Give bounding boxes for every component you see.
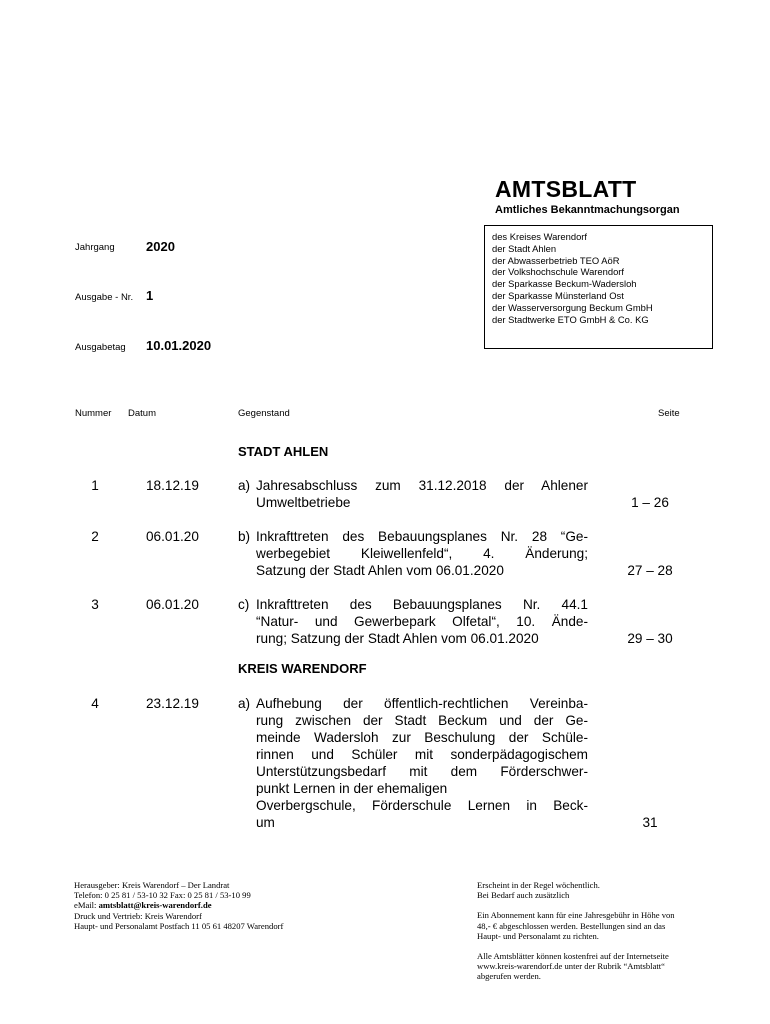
entry-line: Satzung der Stadt Ahlen vom 06.01.2020 (256, 563, 504, 578)
entry-line: “Natur- und Gewerbepark Olfetal“, 10. Ände- (256, 614, 588, 629)
entry-description (238, 695, 588, 831)
entry-line: Overbergschule, Förderschule Lernen in Beck- (256, 798, 588, 813)
entry-line: um (256, 815, 275, 830)
footer-online: abgerufen werden. (477, 971, 541, 982)
column-header-nummer: Nummer (75, 408, 112, 419)
entry-number: 1 (91, 478, 99, 493)
entry-line: Unterstützungsbedarf mit dem Förderschwer- (256, 764, 588, 779)
entry-line: Aufhebung der öffentlich-rechtlichen Vereinba- (256, 696, 588, 711)
entry-line: rung zwischen der Stadt Beckum und der Ge- (256, 713, 588, 728)
document-subtitle: Amtliches Bekanntmachungsorgan (495, 204, 680, 216)
footer-online: www.kreis-warendorf.de unter der Rubrik “Amtsblatt“ (477, 961, 665, 972)
jahrgang-value: 2020 (146, 239, 175, 254)
entry-date: 06.01.20 (146, 597, 199, 612)
entry-number: 4 (91, 696, 99, 711)
footer-email-line (74, 900, 394, 910)
footer-publisher: Herausgeber: Kreis Warendorf – Der Landrat (74, 880, 230, 890)
entry-letter: b) (238, 529, 251, 544)
entry-number: 2 (91, 529, 99, 544)
publisher-item: der Wasserversorgung Beckum GmbH (492, 301, 653, 313)
footer-address: Haupt- und Personalamt Postfach 11 05 61 48207 Warendorf (74, 920, 284, 931)
publisher-item: der Stadtwerke ETO GmbH & Co. KG (492, 313, 649, 325)
footer-email-label: eMail: (74, 900, 99, 911)
entry-line: rinnen und Schüler mit sonderpädagogischem (256, 747, 588, 762)
column-header-datum: Datum (128, 408, 156, 419)
entry-line: meinde Wadersloh zur Beschulung der Schüle- (256, 730, 588, 745)
publisher-item: der Sparkasse Beckum-Wadersloh (492, 278, 637, 290)
footer-subscription: Ein Abonnement kann für eine Jahresgebühr in Höhe von (477, 910, 675, 921)
entry-page: 31 (642, 815, 658, 830)
ausgabetag-value: 10.01.2020 (146, 338, 212, 353)
entry-number: 3 (91, 597, 99, 612)
entry-date: 23.12.19 (146, 696, 199, 711)
column-header-seite: Seite (658, 408, 680, 419)
footer-imprint (74, 880, 394, 931)
section-title: KREIS WARENDORF (238, 661, 367, 676)
entry-page: 1 – 26 (631, 495, 669, 510)
entry-line: werbegebiet Kleiwellenfeld“, 4. Änderung; (256, 546, 588, 561)
entry-page: 27 – 28 (627, 563, 673, 578)
footer-subscription: Haupt- und Personalamt zu richten. (477, 930, 599, 941)
entry-date: 06.01.20 (146, 529, 199, 544)
footer-info (477, 880, 727, 982)
publisher-item: der Sparkasse Münsterland Ost (492, 289, 624, 301)
column-header-gegenstand: Gegenstand (238, 408, 290, 419)
footer-online: Alle Amtsblätter können kostenfrei auf der Internetseite (477, 951, 669, 962)
publisher-item: der Stadt Ahlen (492, 242, 557, 254)
publisher-item: der Abwasserbetrieb TEO AöR (492, 254, 620, 266)
footer-print: Druck und Vertrieb: Kreis Warendorf (74, 910, 202, 921)
ausgabetag-label: Ausgabetag (75, 342, 126, 353)
publisher-item: der Volkshochschule Warendorf (492, 266, 625, 278)
entry-line: rung; Satzung der Stadt Ahlen vom 06.01.2020 (256, 631, 539, 646)
entry-line: Jahresabschluss zum 31.12.2018 der Ahlener (256, 478, 588, 493)
entry-description (238, 528, 588, 579)
entry-line: Inkrafttreten des Bebauungsplanes Nr. 28 “Ge- (256, 529, 588, 544)
footer-subscription: 48,- € abgeschlossen werden. Bestellungen sind an das (477, 920, 666, 931)
publisher-item: des Kreises Warendorf (492, 231, 588, 242)
entry-line: Umweltbetriebe (256, 495, 351, 510)
entry-description (238, 477, 588, 511)
publisher-list (485, 226, 712, 325)
footer-frequency: Erscheint in der Regel wöchentlich. (477, 880, 600, 890)
entry-letter: a) (238, 696, 251, 711)
ausgabe-value: 1 (146, 288, 154, 303)
entry-letter: c) (238, 597, 250, 612)
document-title: AMTSBLATT (495, 176, 637, 202)
jahrgang-label: Jahrgang (75, 242, 115, 253)
footer-phone: Telefon: 0 25 81 / 53-10 32 Fax: 0 25 81 / 53-10 99 (74, 890, 251, 901)
footer-email-link[interactable]: amtsblatt@kreis-warendorf.de (98, 900, 212, 911)
entry-line: punkt Lernen in der ehemaligen (256, 781, 448, 796)
entry-page: 29 – 30 (627, 631, 673, 646)
entry-date: 18.12.19 (146, 478, 199, 493)
ausgabe-label: Ausgabe - Nr. (75, 292, 134, 303)
publisher-box (484, 225, 713, 349)
entry-line: Inkrafttreten des Bebauungsplanes Nr. 44.1 (256, 597, 588, 612)
section-title: STADT AHLEN (238, 444, 329, 459)
footer-frequency-extra: Bei Bedarf auch zusätzlich (477, 890, 570, 901)
entry-letter: a) (238, 478, 251, 493)
entry-description (238, 596, 588, 647)
